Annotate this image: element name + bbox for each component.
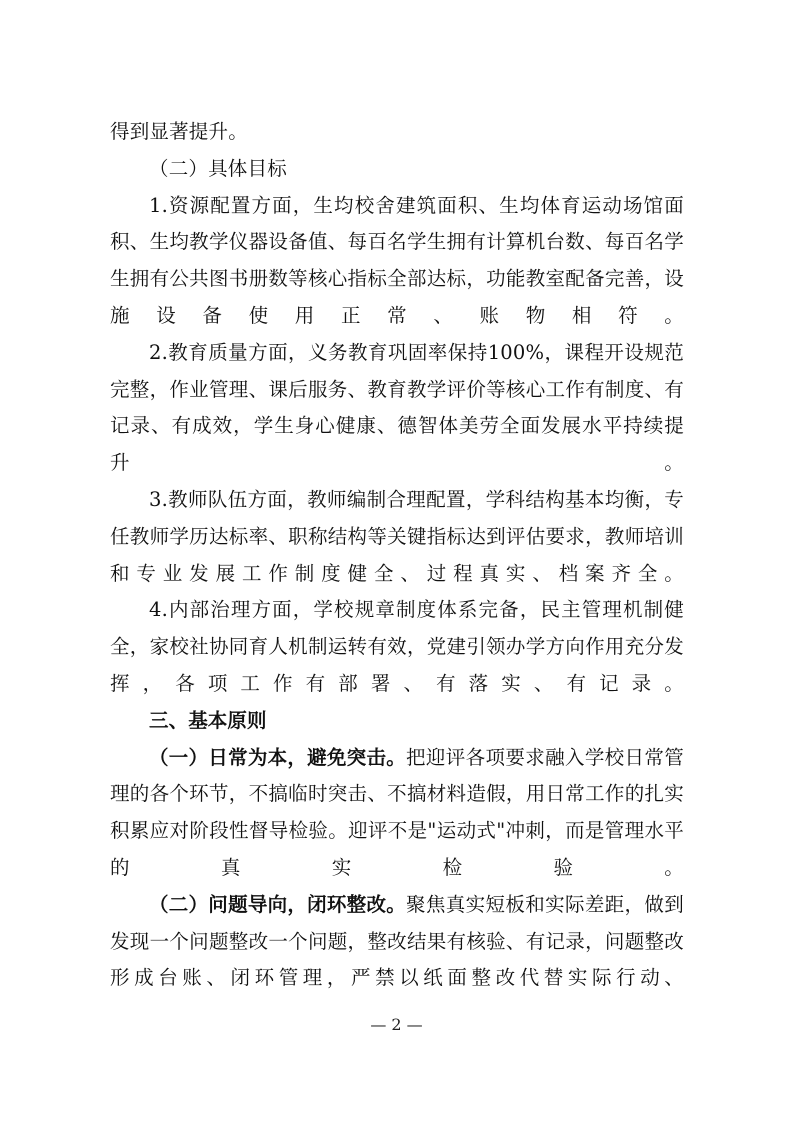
section-heading-basic-principles: 三、基本原则 bbox=[149, 708, 267, 732]
paragraph-internal-governance: 4.内部治理方面，学校规章制度体系完备，民主管理机制健全，家校社协同育人机制运转有效，党建引领办学方向作用充分发挥，各项工作有部署、有落实、有记录。 bbox=[110, 598, 684, 695]
paragraph-resource-allocation: 1.资源配置方面，生均校舍建筑面积、生均体育运动场馆面积、生均教学仪器设备值、每百名学生拥有计算机台数、每百名学生拥有公共图书册数等核心指标全部达标，功能教室配备完善，设施设备使用正常、账物相符。 bbox=[110, 193, 684, 327]
paragraph-principle-problem bbox=[110, 887, 684, 997]
paragraph-continuation: 得到显著提升。 bbox=[110, 120, 248, 143]
principle-problem-lead: （二）问题导向，闭环整改。 bbox=[149, 892, 406, 916]
principle-daily-lead: （一）日常为本，避免突击。 bbox=[149, 745, 406, 769]
paragraph-principle-daily bbox=[110, 740, 684, 887]
principle-problem-text: 聚焦真实短板和实际差距，做到发现一个问题整改一个问题，整改结果有核验、有记录，问题整改形成台账、闭环管理，严禁以纸面整改代替实际行动、 bbox=[110, 892, 684, 990]
page-number: — 2 — bbox=[370, 1015, 423, 1034]
paragraph-teacher-team: 3.教师队伍方面，教师编制合理配置，学科结构基本均衡，专任教师学历达标率、职称结构等关键指标达到评估要求，教师培训和专业发展工作制度健全、过程真实、档案齐全。 bbox=[110, 487, 684, 585]
principle-daily-text: 把迎评各项要求融入学校日常管理的各个环节，不搞临时突击、不搞材料造假，用日常工作的扎实积累应对阶段性督导检验。迎评不是"运动式"冲刺，而是管理水平的真实检验。 bbox=[110, 745, 684, 879]
document-body bbox=[110, 114, 684, 997]
section-heading-specific-goals: （二）具体目标 bbox=[149, 156, 287, 180]
paragraph-education-quality: 2.教育质量方面，义务教育巩固率保持100%，课程开设规范完整，作业管理、课后服务、教育教学评价等核心工作有制度、有记录、有成效，学生身心健康、德智体美劳全面发展水平持续提升。 bbox=[110, 340, 684, 475]
